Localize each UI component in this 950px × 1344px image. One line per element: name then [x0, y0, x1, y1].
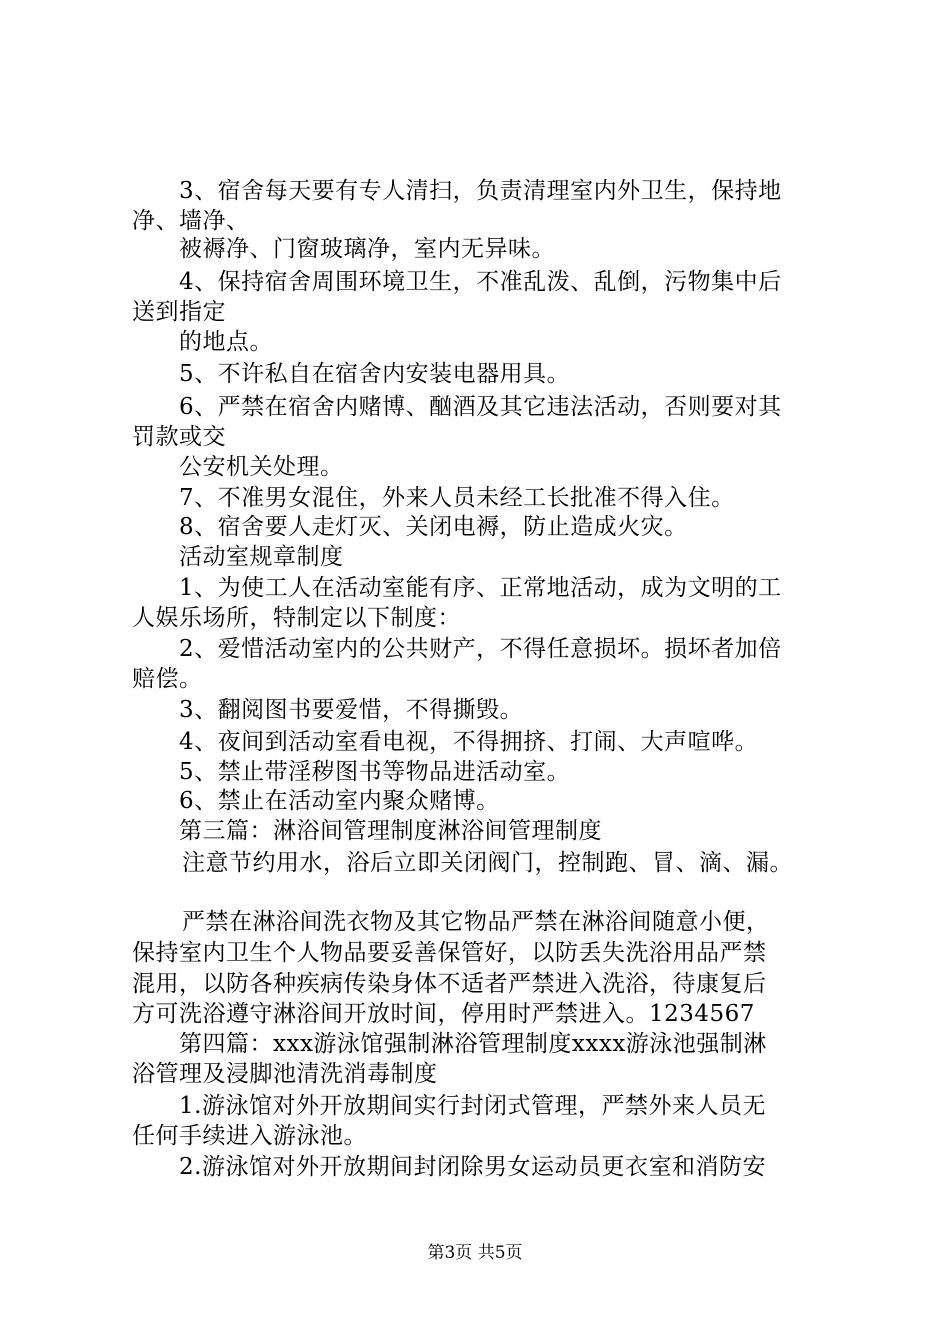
section-heading: 活动室规章制度	[179, 544, 344, 570]
text-line: 3、宿舍每天要有专人清扫，负责清理室内外卫生，保持地	[179, 178, 782, 204]
text-line: 6、严禁在宿舍内赌博、酗酒及其它违法活动，否则要对其	[179, 394, 782, 420]
text-line: 4、保持宿舍周围环境卫生，不准乱泼、乱倒，污物集中后	[179, 269, 782, 295]
text-line: 5、不许私自在宿舍内安装电器用具。	[179, 361, 571, 387]
text-line: 2、爱惜活动室内的公共财产，不得任意损坏。损坏者加倍	[179, 636, 782, 662]
text-line: 5、禁止带淫秽图书等物品进活动室。	[179, 759, 571, 785]
section-heading: 第四篇：xxx游泳馆强制淋浴管理制度xxxx游泳池强制淋	[179, 1031, 767, 1057]
text-line: 2.游泳馆对外开放期间封闭除男女运动员更衣室和消防安	[179, 1154, 766, 1180]
text-line: 1、为使工人在活动室能有序、正常地活动，成为文明的工	[179, 575, 782, 601]
text-line: 严禁在淋浴间洗衣物及其它物品严禁在淋浴间随意小便，	[182, 909, 770, 935]
text-line: 赔偿。	[132, 666, 203, 692]
text-line: 6、禁止在活动室内聚众赌博。	[179, 788, 500, 814]
text-line: 方可洗浴遵守淋浴间开放时间，停用时严禁进入。1234567	[132, 1001, 755, 1027]
text-line: 4、夜间到活动室看电视，不得拥挤、打闹、大声喧哗。	[179, 729, 759, 755]
text-line: 浴管理及浸脚池清洗消毒制度	[132, 1061, 438, 1087]
text-line: 注意节约用水，浴后立即关闭阀门，控制跑、冒、滴、漏。	[182, 850, 793, 876]
text-line: 的地点。	[179, 329, 273, 355]
text-line: 净、墙净、	[132, 208, 250, 234]
text-line: 送到指定	[132, 299, 226, 325]
text-line: 保持室内卫生个人物品要妥善保管好，以防丢失洗浴用品严禁	[132, 940, 767, 966]
text-line: 3、翻阅图书要爱惜，不得撕毁。	[179, 697, 524, 723]
text-line: 混用，以防各种疾病传染身体不适者严禁进入洗浴，待康复后	[132, 971, 767, 997]
text-line: 被褥净、门窗玻璃净，室内无异味。	[179, 236, 555, 262]
page-footer: 第3页 共5页	[427, 1243, 523, 1263]
text-line: 8、宿舍要人走灯灭、关闭电褥，防止造成火灾。	[179, 514, 688, 540]
section-heading: 第三篇：淋浴间管理制度淋浴间管理制度	[179, 818, 602, 844]
text-line: 公安机关处理。	[179, 454, 344, 480]
text-line: 7、不准男女混住，外来人员未经工长批准不得入住。	[179, 485, 735, 511]
text-line: 任何手续进入游泳池。	[132, 1123, 367, 1149]
text-line: 罚款或交	[132, 424, 226, 450]
text-line: 人娱乐场所，特制定以下制度：	[132, 605, 461, 631]
text-line: 1.游泳馆对外开放期间实行封闭式管理，严禁外来人员无	[179, 1093, 766, 1119]
